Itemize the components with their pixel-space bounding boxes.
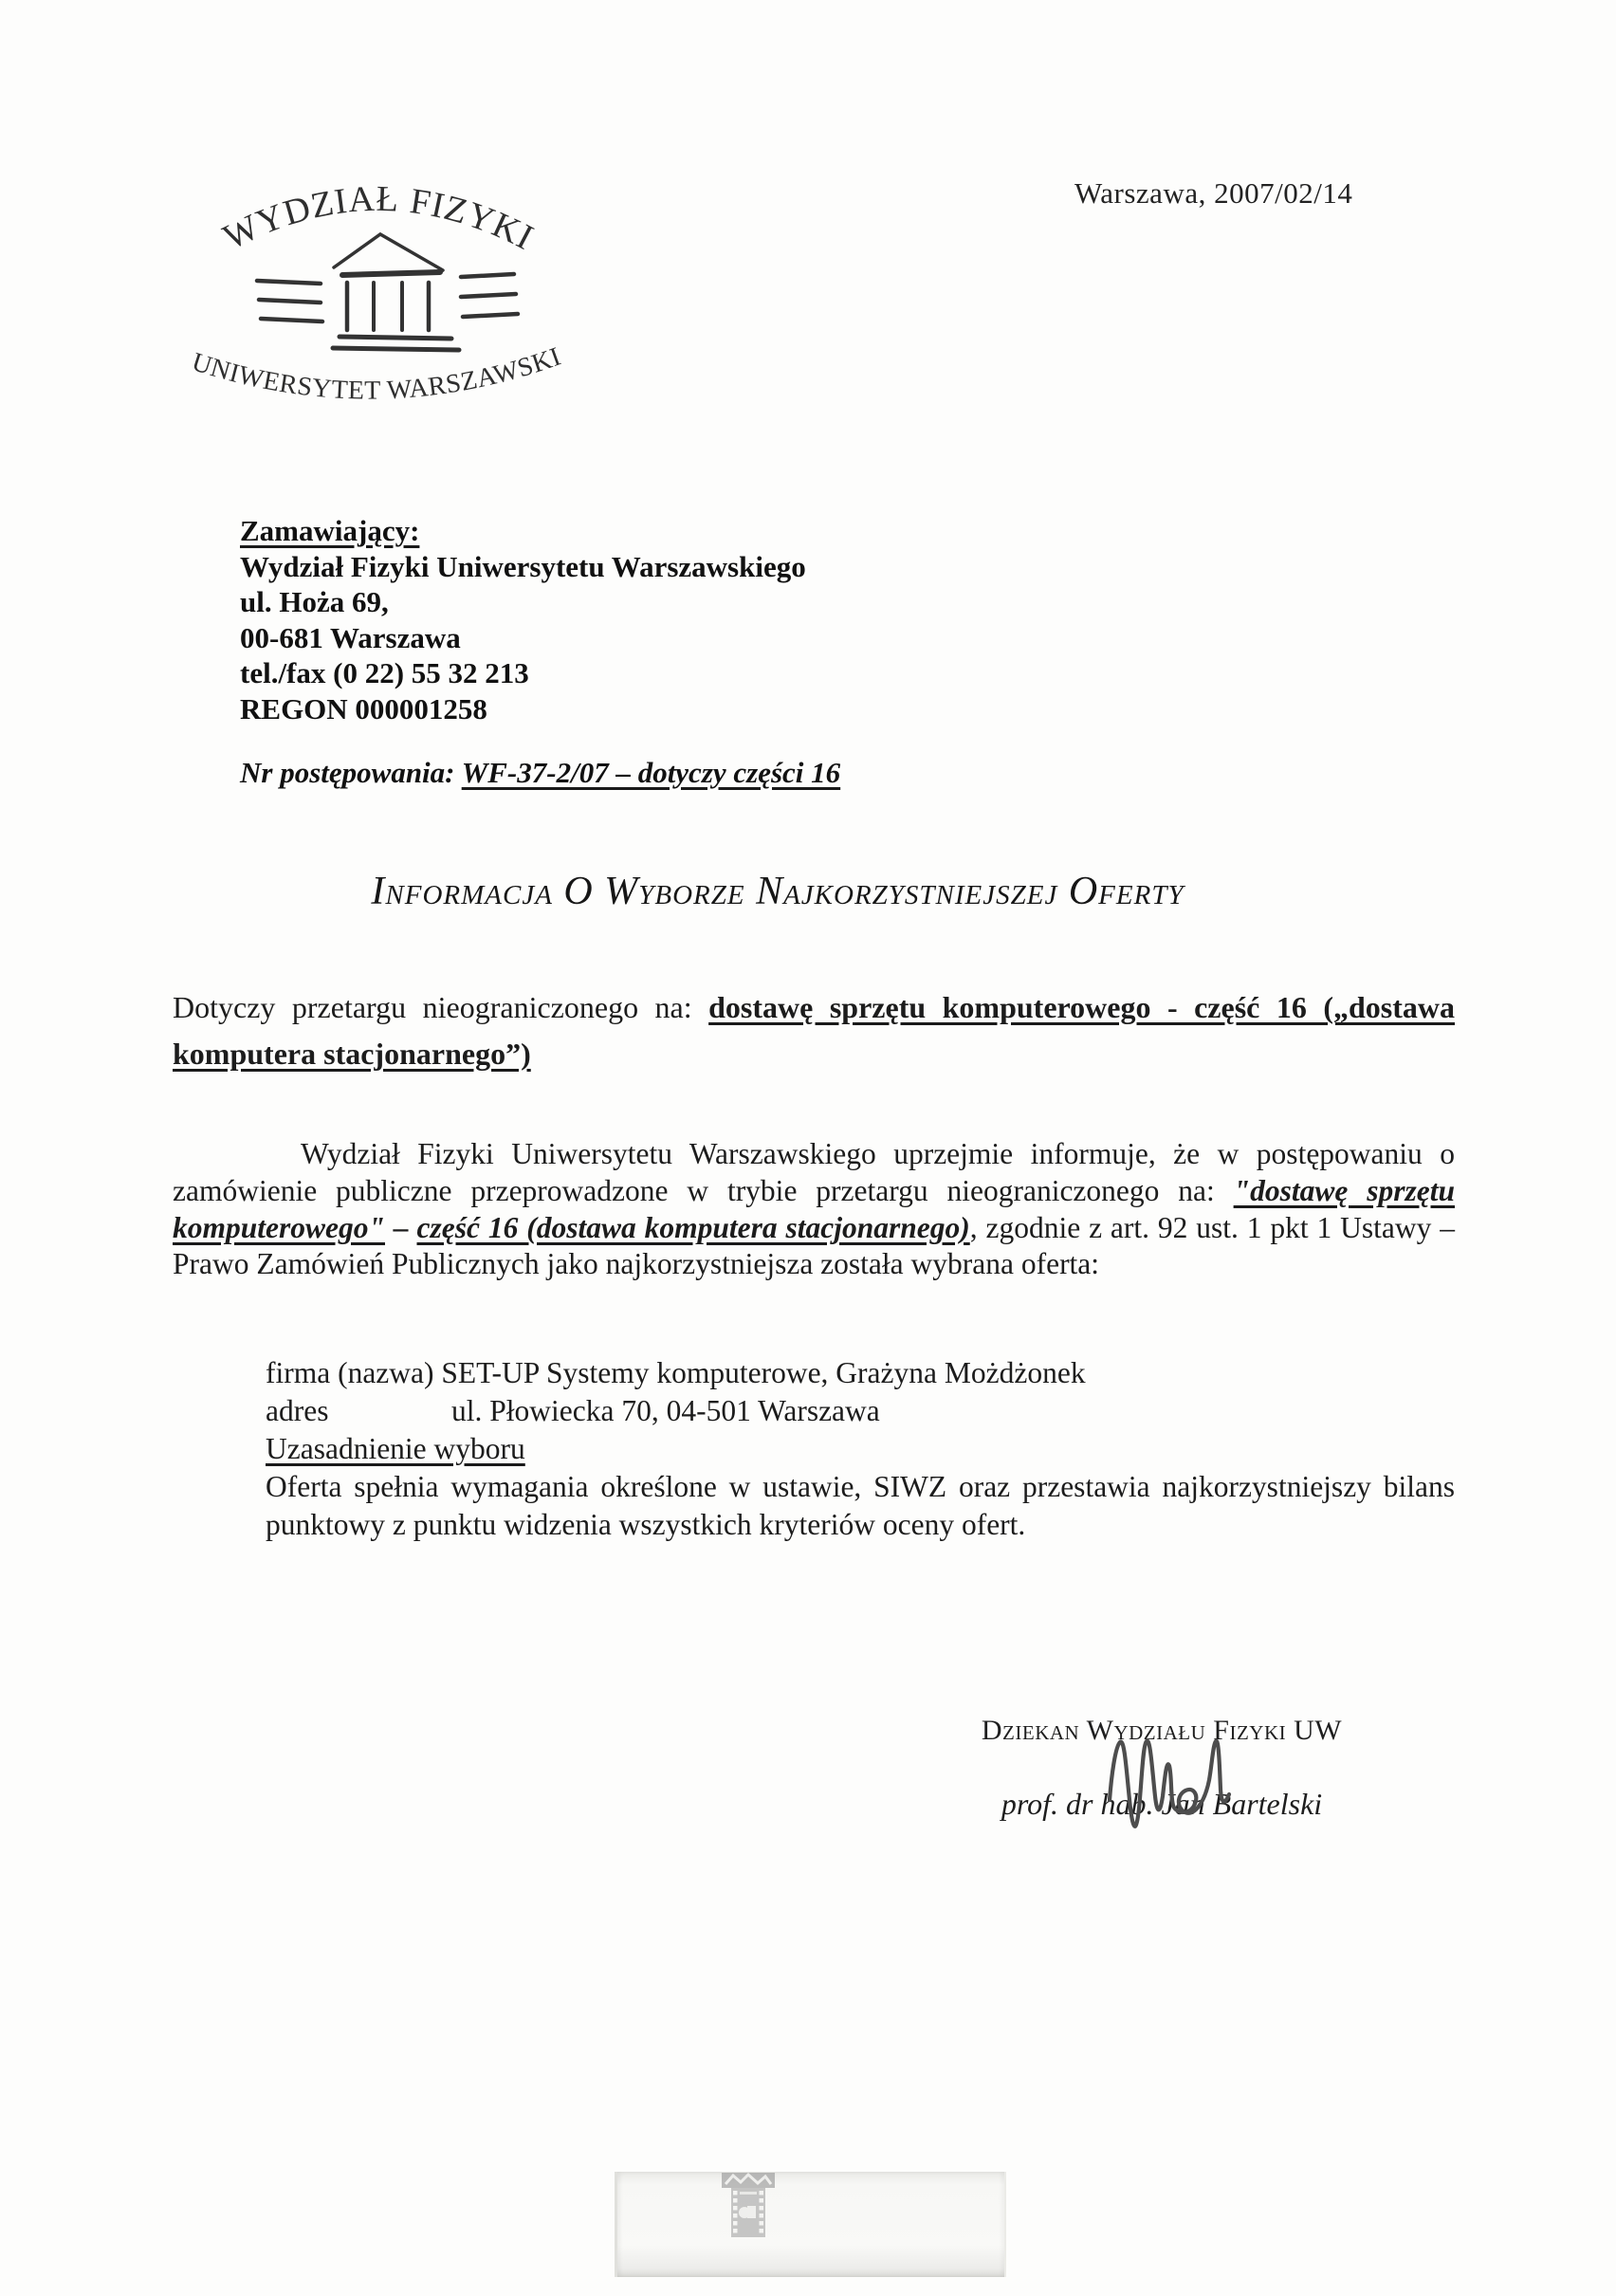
offer-firm-value: SET-UP Systemy komputerowe, Grażyna Możdżonek [441, 1356, 1086, 1389]
proceeding-label: Nr postępowania: [240, 756, 462, 789]
body-dash: – [385, 1210, 417, 1244]
date-line: Warszawa, 2007/02/14 [1074, 176, 1353, 210]
proceeding-value: WF-37-2/07 – dotyczy części 16 [461, 756, 841, 789]
orderer-block [240, 513, 806, 726]
filmstrip-icon [718, 2173, 779, 2239]
svg-text:UNIWERSYTET WARSZAWSKI [189, 341, 565, 405]
offer-address-label: adres [266, 1394, 329, 1427]
main-paragraph [173, 1136, 1455, 1283]
body-part1: Wydział Fizyki Uniwersytetu Warszawskiego uprzejmie informuje, że w postępowaniu o zamówienie publiczne przeprowadzone w trybie przetargu nieograniczonego na: [173, 1137, 1455, 1207]
signer-role: Dziekan Wydziału Fizyki UW [981, 1715, 1343, 1746]
offer-justification-text: Oferta spełnia wymagania określone w ustawie, SIWZ oraz przestawia najkorzystniejszy bilans punktowy z punktu widzenia wszystkich kryteriów oceny ofert. [266, 1470, 1455, 1541]
proceeding-number-line [240, 756, 840, 790]
offer-firm-line [266, 1354, 1455, 1392]
faculty-of-physics-logo [176, 140, 578, 425]
offer-justification-heading [266, 1430, 1455, 1468]
selected-offer-block [266, 1354, 1455, 1544]
orderer-regon: REGON 000001258 [240, 691, 487, 726]
orderer-city: 00-681 Warszawa [240, 620, 461, 654]
offer-address-value: ul. Płowiecka 70, 04-501 Warszawa [451, 1394, 880, 1427]
orderer-name: Wydział Fizyki Uniwersytetu Warszawskiego [240, 549, 806, 583]
offer-firm-label: firma (nazwa) [266, 1356, 442, 1389]
svg-text:WYDZIAŁ FIZYKI [217, 179, 541, 259]
handwritten-signature-icon [1108, 1737, 1240, 1844]
offer-address-line [266, 1392, 1455, 1430]
signer-name: prof. dr hab. Jan Bartelski [1001, 1787, 1323, 1821]
orderer-street: ul. Hoża 69, [240, 585, 389, 618]
logo-arc-top-text: WYDZIAŁ FIZYKI [217, 178, 541, 259]
orderer-phone: tel./fax (0 22) 55 32 213 [240, 656, 529, 689]
subject-intro: Dotyczy przetargu nieograniczonego na: [173, 990, 709, 1024]
document-title: Informacja O Wyborze Najkorzystniejszej Oferty [371, 870, 1184, 913]
subject-highlight: dostawę sprzętu komputerowego - część 16 („dostawa komputera stacjonarnego”) [173, 990, 1455, 1071]
greek-temple-icon [257, 234, 518, 350]
body-part-16: część 16 (dostawa komputera stacjonarnego) [416, 1210, 970, 1244]
subject-paragraph [173, 984, 1455, 1077]
body-quoted-subject: "dostawę sprzętu komputerowego" [173, 1173, 1455, 1244]
body-part2: , zgodnie z art. 92 ust. 1 pkt 1 Ustawy – Prawo Zamówień Publicznych jako najkorzystniejsza została wybrana oferta: [173, 1210, 1455, 1281]
scan-artifact-strip [615, 2172, 1006, 2277]
offer-justification-heading-text: Uzasadnienie wyboru [266, 1432, 525, 1465]
orderer-heading: Zamawiający: [240, 514, 420, 547]
logo-arc-bottom-text: UNIWERSYTET WARSZAWSKI [188, 341, 565, 406]
